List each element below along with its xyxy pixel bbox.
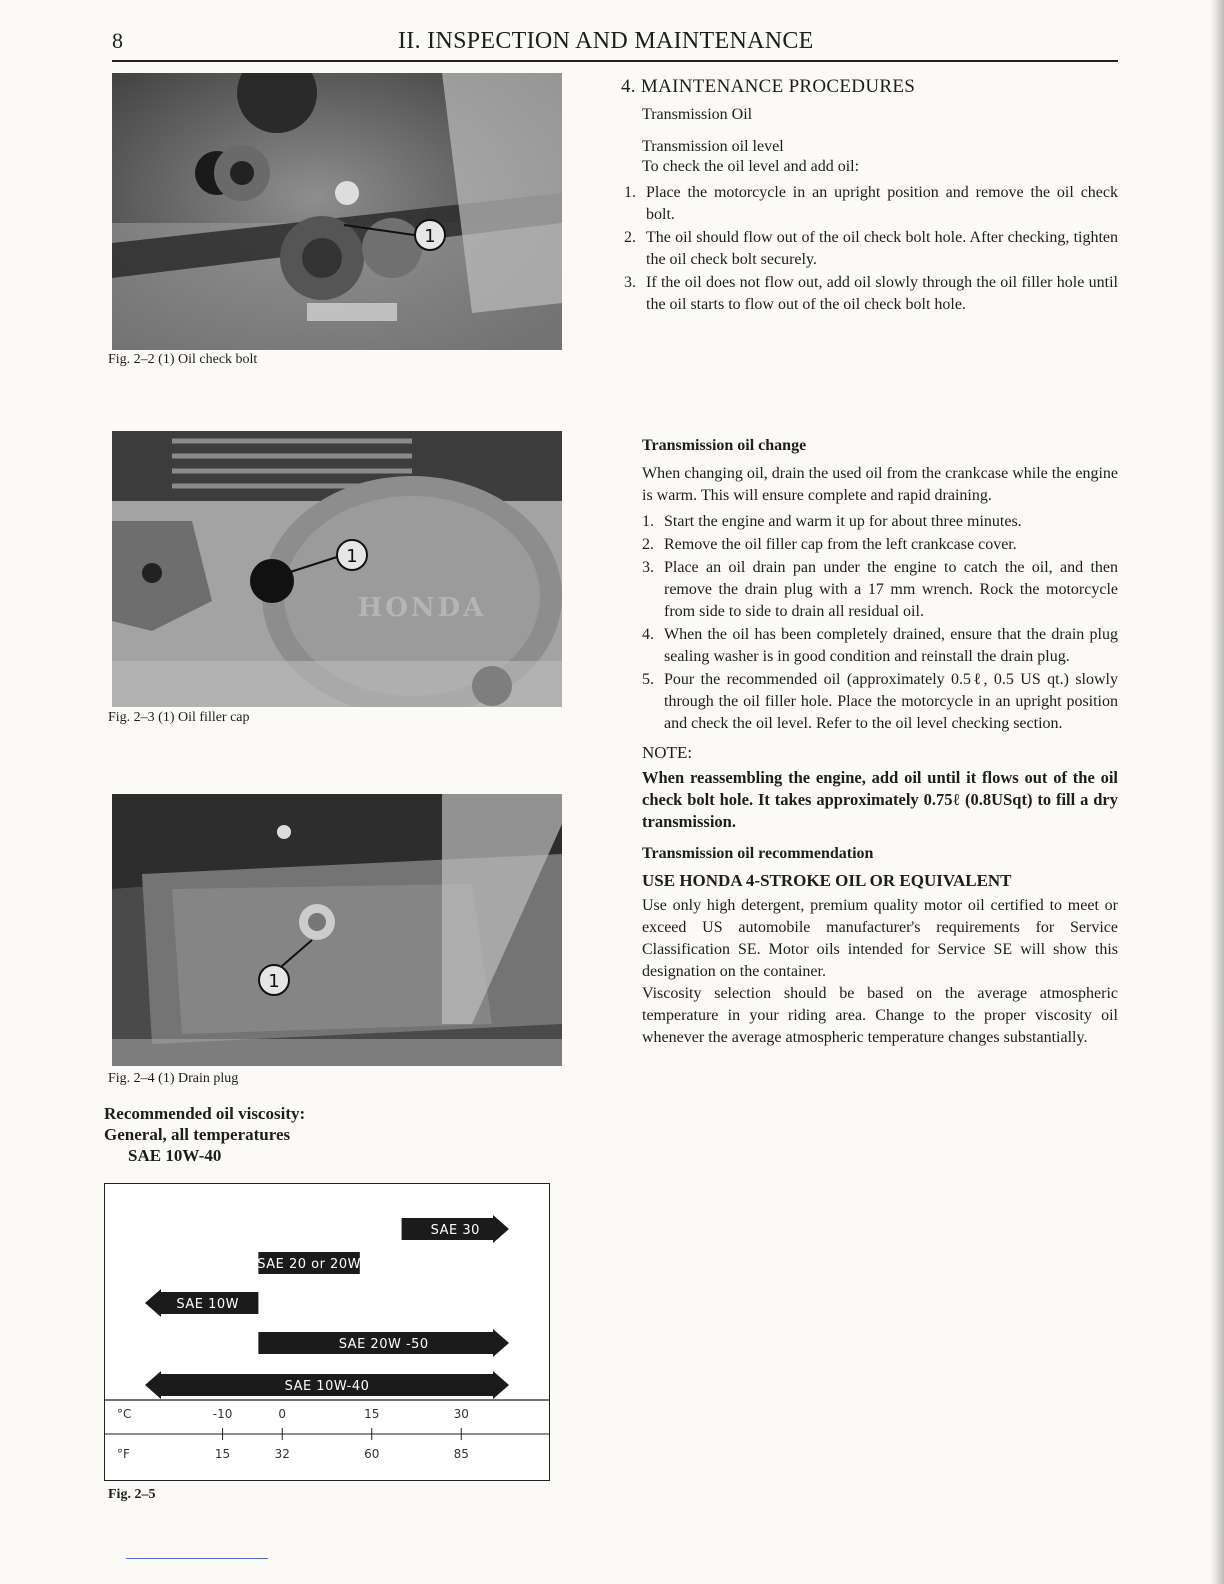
- viscosity-general: General, all temperatures: [104, 1125, 291, 1144]
- header-rule: [112, 60, 1118, 62]
- fahrenheit-tick-label: 60: [364, 1447, 380, 1461]
- viscosity-chart: [104, 1183, 550, 1481]
- viscosity-heading-block: [104, 1103, 305, 1166]
- list-item: 1. Start the engine and warm it up for about three minutes.: [642, 513, 1022, 530]
- fahrenheit-tick-label: 15: [214, 1447, 231, 1461]
- section-title: 4. MAINTENANCE PROCEDURES: [621, 76, 916, 97]
- oil-change-heading: Transmission oil change: [642, 437, 807, 454]
- fig-2-2-callout: 1: [424, 226, 436, 247]
- fahrenheit-tick-label: 32: [274, 1447, 290, 1461]
- note-text: When reassembling the engine, add oil until it flows out of the oil check bolt hole. It takes approximately 0.75ℓ (0.8USqt) to fill a dry transmission.: [642, 768, 1118, 831]
- oil-change-intro: When changing oil, drain the used oil from the crankcase while the engine is warm. This will ensure complete and rapid draining.: [642, 465, 1118, 504]
- underline-mark: [126, 1558, 268, 1559]
- list-item: 3. Place an oil drain pan under the engine to catch the oil, and then remove the drain plug with a 17 mm wrench. Rock the motorcycle from side to side to drain all residual oil.: [642, 559, 1118, 620]
- fig-2-5-caption: Fig. 2–5: [108, 1487, 156, 1502]
- viscosity-grade: SAE 10W-40: [128, 1146, 222, 1165]
- transmission-oil-subtitle: Transmission Oil: [642, 106, 753, 123]
- oil-level-section: [624, 138, 1118, 317]
- list-item: 5. Pour the recommended oil (approximately 0.5ℓ, 0.5 US qt.) slowly through the oil filler hole. Place the motorcycle in an upright position and check the oil level. Refer to the oil level checking section.: [642, 671, 1118, 732]
- oil-level-steps: [624, 182, 1118, 316]
- oil-change-steps: [642, 511, 1118, 735]
- fig-2-4-callout: 1: [268, 971, 280, 992]
- chapter-title: II. INSPECTION AND MAINTENANCE: [398, 28, 814, 54]
- celsius-tick-label: 0: [278, 1407, 287, 1421]
- viscosity-bar-label: SAE 10W: [176, 1297, 240, 1312]
- fig-2-4-photo: [112, 794, 562, 1066]
- viscosity-bar-label: SAE 20 or 20W: [257, 1257, 361, 1272]
- celsius-tick-label: 30: [453, 1407, 469, 1421]
- viscosity-heading: Recommended oil viscosity:: [104, 1104, 306, 1123]
- fig-2-4-caption: Fig. 2–4 (1) Drain plug: [108, 1071, 239, 1086]
- fahrenheit-tick-label: 85: [453, 1447, 469, 1461]
- page-number: 8: [112, 28, 123, 53]
- list-item: 1. Place the motorcycle in an upright position and remove the oil check bolt.: [624, 184, 1118, 223]
- fig-2-3-photo: [112, 431, 562, 707]
- list-item: 3. If the oil does not flow out, add oil slowly through the oil filler hole until the oil starts to flow out of the oil check bolt hole.: [624, 274, 1118, 313]
- viscosity-bar-label: SAE 10W-40: [284, 1379, 370, 1394]
- viscosity-bar-label: SAE 30: [430, 1223, 480, 1238]
- oil-change-section: [642, 437, 1118, 1049]
- viscosity-bar-label: SAE 20W -50: [338, 1337, 429, 1352]
- list-item: 2. The oil should flow out of the oil check bolt hole. After checking, tighten the oil check bolt securely.: [624, 229, 1118, 268]
- celsius-unit: °C: [117, 1407, 132, 1421]
- honda-logo: HONDA: [357, 593, 487, 623]
- recommendation-para-1: Use only high detergent, premium quality motor oil certified to meet or exceed US automobile manufacturer's requirements for Service Classification SE. Motor oils intended for Service SE will show this designation on the container.: [642, 897, 1118, 980]
- recommendation-heading: Transmission oil recommendation: [642, 845, 874, 862]
- fig-2-3-callout: 1: [346, 546, 358, 567]
- list-item: 2. Remove the oil filler cap from the left crankcase cover.: [642, 536, 1017, 553]
- fahrenheit-unit: °F: [117, 1447, 130, 1461]
- fig-2-3-caption: Fig. 2–3 (1) Oil filler cap: [108, 710, 250, 725]
- recommendation-para-2: Viscosity selection should be based on the average atmospheric temperature in your riding area. Change to the proper viscosity oil whenever the average atmospheric temperature changes substantially.: [642, 985, 1118, 1046]
- list-item: 4. When the oil has been completely drained, ensure that the drain plug sealing washer is in good condition and reinstall the drain plug.: [642, 626, 1118, 665]
- viscosity-chart-svg: [105, 1184, 549, 1480]
- fig-2-2-caption: Fig. 2–2 (1) Oil check bolt: [108, 352, 258, 367]
- celsius-tick-label: 15: [364, 1407, 380, 1421]
- note-label: NOTE:: [642, 743, 693, 762]
- fig-2-2-photo: [112, 73, 562, 350]
- celsius-tick-label: -10: [212, 1407, 233, 1421]
- use-honda-oil: USE HONDA 4-STROKE OIL OR EQUIVALENT: [642, 871, 1012, 890]
- oil-level-heading: Transmission oil level: [642, 138, 784, 155]
- oil-level-intro: To check the oil level and add oil:: [642, 158, 860, 175]
- page-edge-shadow: [1210, 0, 1224, 1584]
